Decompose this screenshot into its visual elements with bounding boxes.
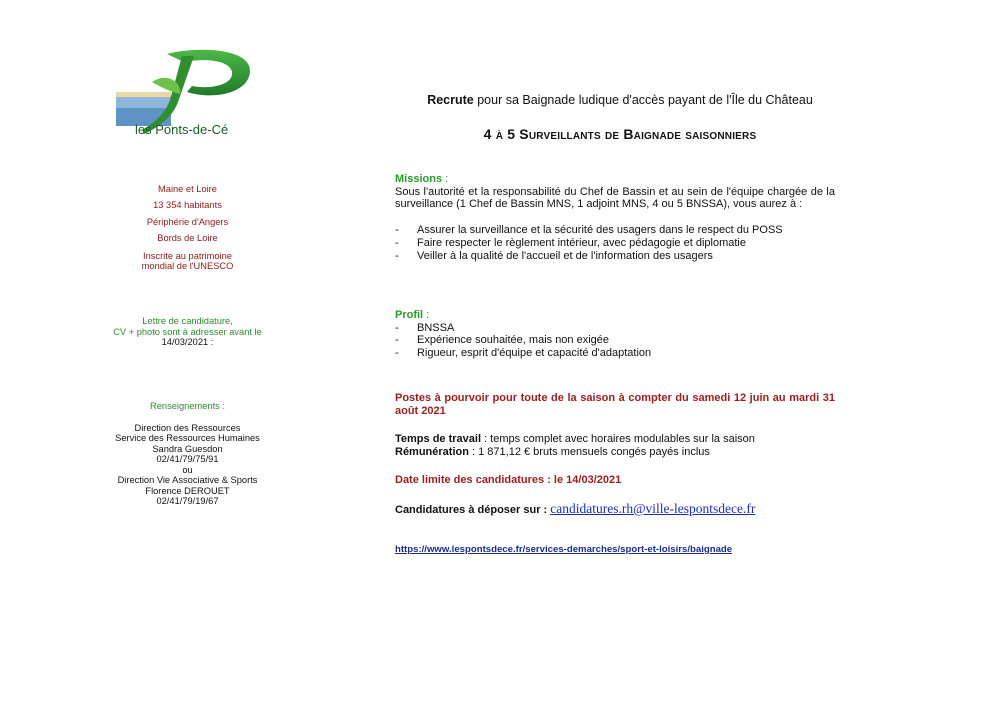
contact-line: 02/41/79/19/67 [156, 496, 219, 506]
logo-text: les Ponts-de-Cé [135, 122, 229, 137]
sidebar-fact: 13 354 habitants [153, 200, 222, 211]
conditions [395, 433, 835, 458]
sidebar [95, 181, 280, 272]
application-line: CV + photo sont à adresser avant le [113, 326, 262, 337]
list-item: - BNSSA [395, 322, 835, 335]
list-item: - Rigueur, esprit d'équipe et capacité d'adaptation [395, 347, 835, 360]
sidebar-info [95, 401, 280, 507]
contact-line: ou [182, 464, 193, 475]
sidebar-application [95, 316, 280, 348]
remuneration-line: Rémunération : 1 871,12 € bruts mensuels congés payés inclus [395, 445, 710, 458]
contact-line: Florence DEROUET [145, 485, 230, 496]
temps-line: Temps de travail : temps complet avec horaires modulables sur la saison [395, 433, 755, 445]
profil-section [395, 309, 835, 360]
url-line [395, 543, 835, 557]
sidebar-unesco-line: Inscrite au patrimoine [143, 250, 232, 261]
contact-line: Sandra Guesdon [152, 443, 223, 454]
postes-text: Postes à pourvoir pour toute de la saison à compter du samedi 12 juin au mardi 31 août 2021 [395, 392, 835, 417]
info-heading: Renseignements : [150, 401, 225, 411]
application-date: 14/03/2021 : [161, 337, 214, 347]
missions-heading: Missions : [395, 173, 449, 185]
missions-section [395, 173, 835, 262]
sidebar-fact: Maine et Loire [158, 184, 217, 194]
list-item: - Expérience souhaitée, mais non exigée [395, 334, 835, 347]
page-title-text: 4 à 5 Surveillants de Baignade saisonniers [483, 126, 757, 142]
candidatures-line [395, 501, 835, 518]
profil-heading: Profil : [395, 309, 430, 321]
application-line: Lettre de candidature, [142, 316, 233, 326]
list-item: - Veiller à la qualité de l'accueil et de l'information des usagers [395, 250, 835, 263]
sidebar-fact: Périphérie d'Angers [146, 216, 229, 227]
page-title [395, 126, 845, 142]
email-link[interactable]: candidatures.rh@ville-lespontsdece.fr [550, 501, 756, 516]
profil-list [395, 322, 835, 360]
contact-line: Direction Vie Associative & Sports [117, 475, 258, 485]
contact-line: Service des Ressources Humaines [115, 433, 260, 443]
list-item: - Assurer la surveillance et la sécurité des usagers dans le respect du POSS [395, 224, 835, 237]
candidatures-label: Candidatures à déposer sur : [395, 504, 551, 516]
website-link[interactable]: https://www.lespontsdece.fr/services-demarches/sport-et-loisirs/baignade [395, 544, 733, 555]
contact-line: 02/41/79/75/91 [156, 454, 219, 464]
deadline-text: Date limite des candidatures : le 14/03/2021 [395, 474, 622, 486]
contact-line: Direction des Ressources [134, 422, 241, 433]
sidebar-unesco-line: mondial de l'UNESCO [141, 261, 234, 272]
intro-line [395, 93, 845, 107]
missions-intro: Sous l'autorité et la responsabilité du Chef de Bassin et au sein de l'équipe chargée de la surveillance (1 Chef de Bassin MNS, 1 adjoint MNS, 4 ou 5 BNSSA), vous aurez à : [395, 185, 835, 211]
intro-text: pour sa Baignade ludique d'accès payant de l'Île du Château [473, 93, 813, 107]
recrute-label: Recrute [427, 93, 474, 107]
missions-list [395, 224, 835, 262]
list-item: - Faire respecter le règlement intérieur, avec pédagogie et diplomatie [395, 237, 835, 250]
sidebar-unesco [95, 251, 280, 272]
sidebar-fact: Bords de Loire [157, 233, 218, 244]
